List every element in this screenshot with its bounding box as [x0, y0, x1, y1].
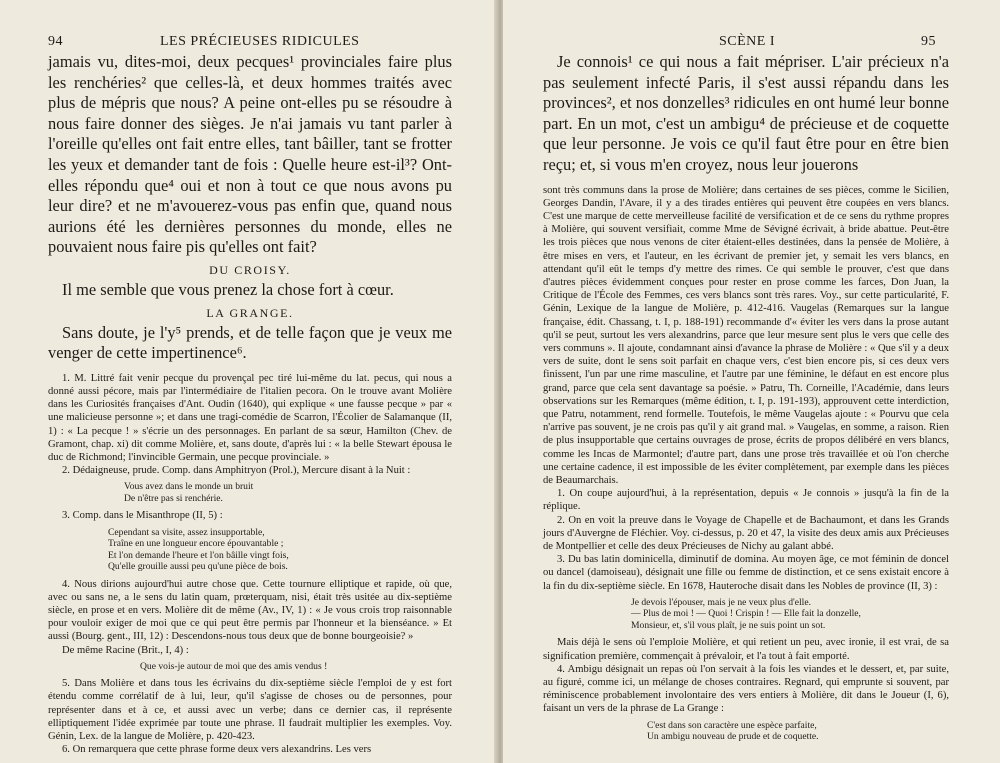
play-text	[543, 52, 949, 176]
footnote-continued: sont très communs dans la prose de Molière; dans certaines de ses pièces, comme le Sicilien, Georges Dandin, l'Avare, il y a des tirades entières qui peuvent être coupées en vers blancs. C'est une marque de cette merveilleuse facilité de versification et de ce sens du rythme propres à Molière, qui souvent versifiait, comme Mme de Sévigné écrivait, à bride abattue. Peut-être les trois pièces que nous venons de citer étaient-elles destinées, dans la pensée de Molière, à être mises en vers, et l'auteur, en les écrivant de premier jet, y semait les vers blancs, en attendant qu'il eût le temps d'y mettre des rimes. Ce qui semble le prouver, c'est que dans d'autres pièces évidemment conçues pour rester en prose comme les farces, Don Juan, la Critique de l'École des Femmes, ces vers blancs sont très rares. Voy., sur cette particularité, F. Génin, Lexique de la langue de Molière, p. 412-416. Vaugelas (Remarques sur la langue française, édit. Chassang, t. I, p. 188-191) recommande d'« éviter les vers dans la prose autant qu'il se peut, surtout les vers alexandrins, parce que leur mesure sent plus le vers que celle des vers communs ». Il ajoute, condamnant ainsi d'avance la phrase de Molière : « Que s'il y a deux vers de suite, dont le sens soit parfait en chaque vers, c'est bien encore pis, si ces deux vers finissent, l'un par une rime masculine, et l'autre par une féminine, le défaut en est encore plus grand, parce que cela sent davantage sa poésie. » Patru, Th. Corneille, l'Académie, dans leurs observations sur les Remarques (même édition, t. I, p. 191-193), approuvent cette interdiction, que Patru, notamment, rend formelle. Toutefois, le même Vaugelas ajoute : « Pourvu que cela n'arrive pas souvent, je ne crois pas qu'il y ait grand mal. » Vaugelas, en somme, a raison. Rien de plus insupportable que certains ouvrages de prose, écrits de propos délibéré en vers blancs, comme les Incas de Marmontel; d'autre part, dans une prose très travaillée et où l'on cherche une certaine cadence, il est impossible de les éviter complètement, par exemple dans les pièces de Beaumarchais.	[543, 184, 949, 487]
right-page	[503, 0, 1000, 763]
verse-line: Je devois l'épouser, mais je ne veux plus d'elle.	[631, 596, 811, 608]
dialogue-paragraph: Je connois¹ ce qui nous a fait mépriser. L'air précieux n'a pas seulement infecté Paris, il s'est aussi répandu dans les provinces², et nos donzelles³ ridicules en ont humé leur bonne part. En un mot, c'est un ambigu⁴ de précieuse et de coquette que leur personne. Je vois ce qu'il faut être pour en être bien reçu; et, si vous m'en croyez, nous leur jouerons	[543, 52, 949, 174]
verse-quote	[108, 527, 452, 573]
verse-quote	[140, 661, 452, 673]
verse-line: Cependant sa visite, assez insupportable,	[108, 526, 265, 538]
verse-line: De n'être pas si renchérie.	[124, 492, 223, 504]
footnote: 3. Comp. dans le Misanthrope (II, 5) :	[62, 510, 223, 522]
running-title: LES PRÉCIEUSES RIDICULES	[160, 34, 360, 49]
footnote: 1. M. Littré fait venir pecque du provençal pec tiré lui-même du lat. pecus, qui nous a donné aussi pécore, mais par l'intermédiaire de l'italien pecora. On le trouve avant Molière dans les Curiosités françaises d'Ant. Oudin (1640), qui explique « une fausse pecque » par « une malicieuse personne »; et dans une tragi-comédie de Scarron, l'Écolier de Salamanque (II, 1) : « La pecque ! » s'écrie un des personnages. En parlant de sa sœur, Hamilton (Chev. de Gramont, chap. xi) dit comme Molière, et, sans doute, d'après lui : « la belle Stewart épousa le duc de Richmond; l'invincible Germain, une pecque provinciale. »	[48, 372, 452, 463]
verse-quote	[631, 597, 949, 632]
verse-quote	[124, 481, 452, 504]
verse-line: Monsieur, et, s'il vous plaît, je ne suis point un sot.	[631, 619, 826, 631]
verse-line: Et l'on demande l'heure et l'on bâille vingt fois,	[108, 549, 289, 561]
page-number: 94	[48, 34, 63, 49]
verse-line: Que vois-je autour de moi que des amis vendus !	[140, 660, 328, 672]
verse-line: Vous avez dans le monde un bruit	[124, 481, 254, 493]
verse-line: Qu'elle grouille aussi peu qu'une pièce de bois.	[108, 561, 288, 573]
left-page	[0, 0, 497, 763]
footnotes	[543, 184, 949, 743]
footnote: 2. On en voit la preuve dans le Voyage de Chapelle et de Bachaumont, et dans les Grands jours d'Auvergne de Fléchier. Voy. ci-dessus, p. 20 et 47, la visite des deux amis aux Précieuses de Montpellier et celle des deux Précieuses de Nichy au galant abbé.	[543, 514, 949, 553]
verse-line: Traîne en une longueur encore épouvantable ;	[108, 538, 284, 550]
footnote: 5. Dans Molière et dans tous les écrivains du dix-septième siècle l'emploi de y est fort étendu comme corrélatif de à lui, leur, qu'il s'agisse de choses ou de personnes, pour représenter dans et à ce, et aussi avec un verbe; dans ce dernier cas, il représente elliptiquement l'idée exprimée par toute une phrase. Il faudrait multiplier les exemples. Voy. Génin, Lex. de la langue de Molière, p. 420-423.	[48, 678, 452, 743]
footnote: 4. Ambigu désignait un repas où l'on servait à la fois les viandes et le dessert, et, par suite, au figuré, comme ici, un mélange de choses contraires. Regnard, qui emprunte si souvent, par réminiscence probablement involontaire des vers entiers à Molière, dit dans le Joueur (I, 6), faisant un vers de la phrase de La Grange :	[543, 663, 949, 715]
footnote: 6. On remarquera que cette phrase forme deux vers alexandrins. Les vers	[62, 744, 372, 756]
verse-line: C'est dans son caractère une espèce parfaite,	[647, 719, 817, 731]
page-number: 95	[921, 34, 936, 49]
footnote: De même Racine (Brit., I, 4) :	[62, 644, 189, 656]
footnote: 1. On coupe aujourd'hui, à la représentation, depuis « Je connois » jusqu'à la fin de la réplique.	[543, 488, 949, 513]
footnote: 3. Du bas latin dominicella, diminutif de domina. Au moyen âge, ce mot féminin de doncel ou dancel (damoiseau), désignait une fille ou femme de distinction, et ce sens existait encore à la fin du dix-septième siècle. En 1678, Hauteroche disait dans les Nobles de province (II, 3) :	[543, 554, 949, 592]
verse-line: — Plus de moi ! — Quoi ! Crispin ! — Elle fait la donzelle,	[631, 608, 861, 620]
speaker-name: LA GRANGE.	[206, 305, 294, 320]
dialogue-line: Sans doute, je l'y⁵ prends, et de telle façon que je veux me venger de cette impertinence⁶.	[48, 322, 452, 363]
footnote: 2. Dédaigneuse, prude. Comp. dans Amphitryon (Prol.), Mercure disant à la Nuit :	[62, 465, 411, 477]
verse-line: Un ambigu nouveau de prude et de coquette.	[647, 731, 819, 743]
right-body	[543, 52, 949, 748]
play-text	[48, 52, 452, 364]
footnotes	[48, 372, 452, 757]
dialogue-paragraph: jamais vu, dites-moi, deux pecques¹ provinciales faire plus les renchéries² que celles-là, et deux hommes traités avec plus de mépris que nous? A peine ont-elles pu se résoudre à nous faire donner des sièges. Je n'ai jamais vu tant parler à l'oreille qu'elles ont fait entre elles, tant bâiller, tant se frotter les yeux et demander tant de fois : Quelle heure est-il³? Ont-elles répondu que⁴ oui et non à tout ce que nous avons pu leur dire? et ne m'avouerez-vous pas enfin que, quand nous aurions été les dernières personnes du monde, elles ne pouvaient nous faire pis qu'elles ont fait?	[48, 52, 452, 257]
verse-quote	[647, 720, 949, 743]
footnote: 4. Nous dirions aujourd'hui autre chose que. Cette tournure elliptique et rapide, où que, avec ou sans ne, a le sens du latin quam, prœterquam, nisi, était très usitée au dix-septième siècle, en prose et en vers. Molière dit de même (Av., IV, 1) : « Je vous crois trop raisonnable pour vouloir exiger de moi que ce qui peut être permis par l'honneur et la bienséance. » Et aussi (Bourg. gent., III, 12) : Descendons-nous tous deux que de bonne bourgeoisie? »	[48, 578, 452, 643]
left-body	[48, 52, 452, 756]
speaker-name: DU CROISY.	[209, 262, 291, 277]
dialogue-line: Il me semble que vous prenez la chose fort à cœur.	[62, 279, 394, 299]
footnote: Mais déjà le sens où l'emploie Molière, et qui retient un peu, avec ironie, il est vrai, de sa signification première, commençait à prévaloir, et l'a tout à fait emporté.	[543, 637, 949, 662]
running-title: SCÈNE I	[719, 34, 775, 49]
